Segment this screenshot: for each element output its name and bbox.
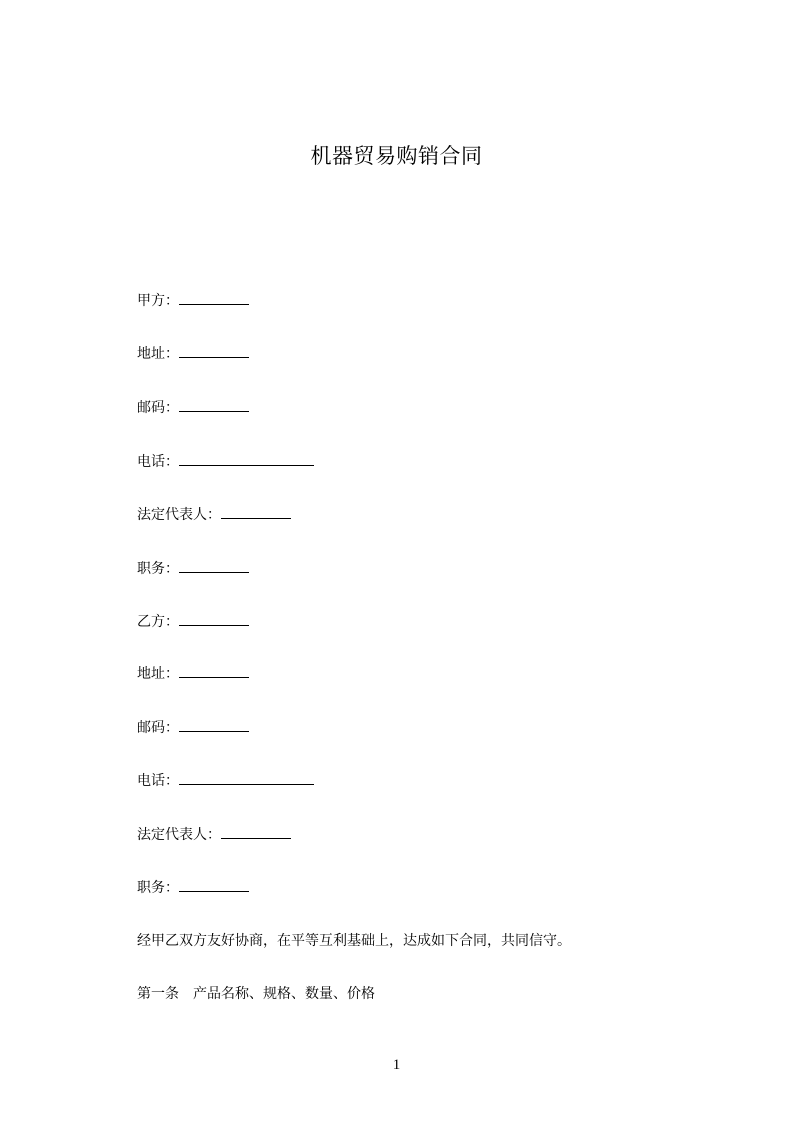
party-b-position-blank[interactable] <box>179 877 249 892</box>
party-a-address-line <box>137 343 249 364</box>
party-a-address-blank[interactable] <box>179 343 249 358</box>
party-b-postcode-label: 邮码： <box>137 720 179 736</box>
party-a-position-line <box>137 558 249 579</box>
article-1-title: 产品名称、规格、数量、价格 <box>193 986 375 1002</box>
party-a-phone-line <box>137 451 314 472</box>
party-a-address-label: 地址： <box>137 346 179 362</box>
party-a-position-label: 职务： <box>137 561 179 577</box>
document-title: 机器贸易购销合同 <box>310 144 483 168</box>
party-a-legal-rep-blank[interactable] <box>221 504 291 519</box>
party-b-legal-rep-label: 法定代表人： <box>137 827 221 843</box>
party-a-postcode-blank[interactable] <box>179 397 249 412</box>
party-b-phone-line <box>137 770 314 791</box>
party-b-legal-rep-blank[interactable] <box>221 824 291 839</box>
party-b-postcode-blank[interactable] <box>179 717 249 732</box>
party-b-position-line <box>137 877 249 898</box>
party-a-legal-rep-line <box>137 504 291 525</box>
party-b-line <box>137 611 249 632</box>
party-b-postcode-line <box>137 717 249 738</box>
party-a-phone-blank[interactable] <box>179 451 314 466</box>
party-b-phone-label: 电话： <box>137 773 179 789</box>
article-1-heading <box>137 984 375 1004</box>
party-b-position-label: 职务： <box>137 880 179 896</box>
party-a-legal-rep-label: 法定代表人： <box>137 507 221 523</box>
party-b-address-line <box>137 663 249 684</box>
party-b-address-label: 地址： <box>137 666 179 682</box>
page-number: 1 <box>392 1057 401 1073</box>
party-a-line <box>137 290 249 311</box>
party-a-postcode-label: 邮码： <box>137 400 179 416</box>
party-a-phone-label: 电话： <box>137 454 179 470</box>
party-a-blank[interactable] <box>179 290 249 305</box>
party-b-blank[interactable] <box>179 611 249 626</box>
party-b-label: 乙方： <box>137 614 179 630</box>
party-a-label: 甲方： <box>137 293 179 309</box>
party-b-address-blank[interactable] <box>179 663 249 678</box>
intro-paragraph: 经甲乙双方友好协商，在平等互利基础上，达成如下合同，共同信守。 <box>137 933 571 949</box>
party-b-phone-blank[interactable] <box>179 770 314 785</box>
article-1-number: 第一条 <box>137 986 179 1002</box>
party-a-position-blank[interactable] <box>179 558 249 573</box>
party-b-legal-rep-line <box>137 824 291 845</box>
party-a-postcode-line <box>137 397 249 418</box>
